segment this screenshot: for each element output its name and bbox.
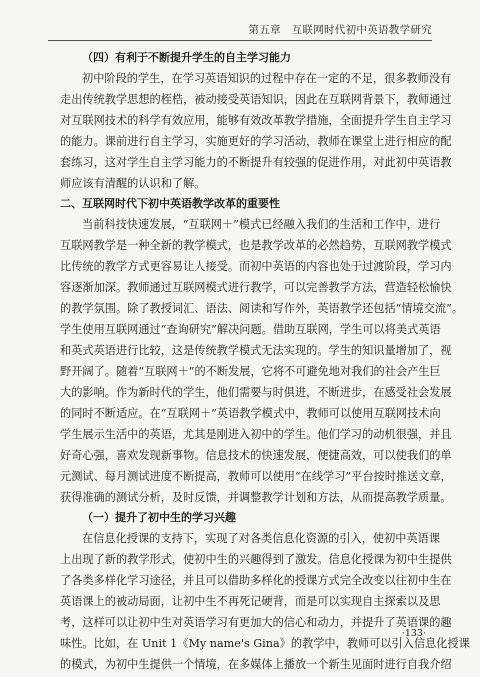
- text-line: 师应该有清醒的认识和了解。: [60, 177, 206, 190]
- text-line: 了各类多样化学习途径，并且可以借助多样化的授课方式完全改变以往初中生在: [60, 574, 452, 587]
- text-line: 的模式，为初中生提供一个情境，在多媒体上播放一个新生见面时进行自我介绍: [60, 658, 452, 671]
- text-line: 味性。比如，在 Unit 1《My name's Gina》的教学中，教师可以引入信息化授课: [60, 637, 470, 650]
- text-line: 初中阶段的学生，在学习英语知识的过程中存在一定的不足，很多教师没有: [82, 72, 452, 85]
- text-line: 走出传统教学思想的桎梏，被动接受英语知识，因此在互联网背景下，教师通过: [60, 93, 452, 106]
- text-line: 学生使用互联网通过“查询研究”解决问题。借助互联网，学生可以将美式英语: [60, 323, 441, 336]
- running-header: 第五章 互联网时代初中英语教学研究: [248, 24, 432, 36]
- text-line: 野开阔了。随着“互联网＋”的不断发展，它将不可避免地对我们的社会产生巨: [60, 365, 441, 378]
- section-heading-1: （一）提升了初中生的学习兴趣: [82, 511, 236, 524]
- text-line: 上出现了新的教学形式，使初中生的兴趣得到了激发。信息化授课为初中生提供: [60, 553, 452, 566]
- text-line: 比传统的教学方式更容易让人接受。而初中英语的内容也处于过渡阶段，学习内: [60, 260, 452, 273]
- paragraph-self-learning: [60, 68, 452, 194]
- text-line: 对互联网技术的科学有效应用，能够有效改革教学措施，全面提升学生自主学习: [60, 114, 452, 127]
- section-heading-4: （四）有利于不断提升学生的自主学习能力: [82, 51, 291, 64]
- paragraph-learning-interest: [60, 528, 470, 675]
- section-heading-2: 二、互联网时代下初中英语教学改革的重要性: [60, 197, 280, 210]
- text-line: 的同时不断适应。在“互联网＋”英语教学模式中，教师可以使用互联网技术向: [60, 407, 441, 420]
- header-rule: [48, 40, 432, 41]
- text-line: 大的影响。作为新时代的学生，他们需要与时俱进，不断进步，在感受社会发展: [60, 386, 452, 399]
- page-body: [60, 48, 470, 675]
- page-number: ·133·: [401, 628, 426, 639]
- text-line: 考，这样可以让初中生对英语学习有更加大的信心和动力，并提升了英语课的趣: [60, 616, 452, 629]
- text-line: 英语课上的被动局面，让初中生不再死记硬背，而是可以实现自主探索以及思: [60, 595, 441, 608]
- text-line: 套练习，这对学生自主学习能力的不断提升有较强的促进作用，对此初中英语教: [60, 156, 452, 169]
- text-line: 当前科技快速发展，“互联网＋”模式已经融入我们的生活和工作中，进行: [82, 218, 441, 231]
- paragraph-reform-importance: [60, 214, 464, 508]
- text-line: 的能力。课前进行自主学习，实施更好的学习活动，教师在课堂上进行相应的配: [60, 135, 452, 148]
- text-line: 的教学氛围。除了教授词汇、语法、阅读和写作外，英语教学还包括“情境交流”。: [60, 302, 464, 315]
- text-line: 在信息化授课的支持下，实现了对各类信息化资源的引入，使初中英语课: [82, 532, 441, 545]
- text-line: 学生展示生活中的英语，尤其是刚进入初中的学生。他们学习的动机很强，并且: [60, 428, 452, 441]
- text-line: 互联网教学是一种全新的教学模式，也是教学改革的必然趋势，互联网教学模式: [60, 239, 452, 252]
- text-line: 容逐渐加深。教师通过互联网模式进行教学，可以完善教学方法，营造轻松愉快: [60, 281, 452, 294]
- text-line: 获得准确的测试分析，及时反馈，并调整教学计划和方法，从而提高教学质量。: [60, 491, 452, 504]
- text-line: 和英式英语进行比较，这是传统教学模式无法实现的。学生的知识量增加了，视: [60, 344, 452, 357]
- text-line: 元测试、每月测试进度不断提高，教师可以使用“在线学习”平台按时推送文章，: [60, 470, 452, 483]
- text-line: 好奇心强，喜欢发现新事物。信息技术的快速发展，便捷高效，可以使我们的单: [60, 449, 452, 462]
